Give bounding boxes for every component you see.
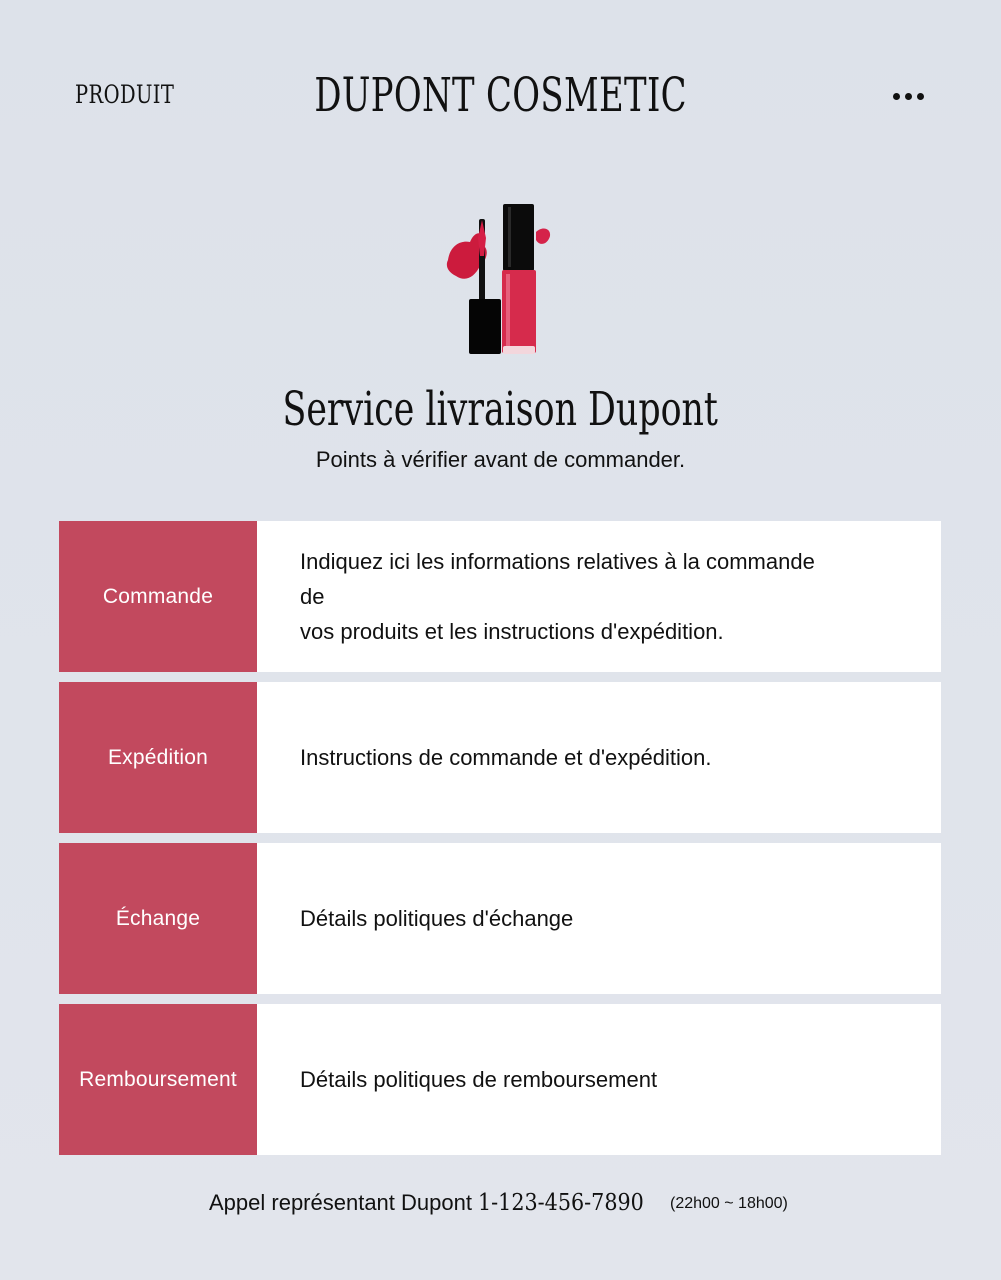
info-row-remboursement	[59, 1004, 941, 1155]
info-label-commande: Commande	[59, 521, 257, 672]
bottle-cap	[503, 204, 534, 271]
bottle-cap-highlight	[508, 207, 511, 267]
product-nav-label[interactable]: PRODUIT	[75, 80, 175, 109]
page-title	[0, 382, 1001, 437]
info-row-expedition	[59, 682, 941, 833]
menu-dot	[917, 93, 924, 100]
more-dots-icon[interactable]	[886, 84, 930, 108]
info-content-remboursement	[257, 1004, 941, 1155]
bottle-base	[503, 346, 535, 354]
menu-dot	[905, 93, 912, 100]
info-label-remboursement: Remboursement	[59, 1004, 257, 1155]
info-text-echange: Détails politiques d'échange	[300, 906, 574, 931]
info-label-echange: Échange	[59, 843, 257, 994]
info-content-echange	[257, 843, 941, 994]
info-content-commande	[257, 521, 941, 672]
lipstick-smear-right	[536, 229, 550, 244]
info-content-expedition	[257, 682, 941, 833]
bottle-highlight	[506, 274, 510, 346]
brand-title	[0, 68, 1001, 123]
footer-contact-label: Appel représentant Dupont	[209, 1190, 472, 1215]
brand-title-text: DUPONT COSMETIC	[314, 68, 687, 123]
lip-gloss-product-image	[440, 198, 562, 358]
page-subtitle: Points à vérifier avant de commander.	[315, 447, 686, 472]
footer-phone-number[interactable]: 1-123-456-7890	[478, 1190, 644, 1216]
footer-hours: (22h00 ~ 18h00)	[670, 1195, 788, 1212]
info-text-remboursement: Détails politiques de remboursement	[300, 1067, 658, 1092]
wand-cap	[469, 299, 501, 354]
info-label-expedition: Expédition	[59, 682, 257, 833]
info-row-echange	[59, 843, 941, 994]
info-row-commande	[59, 521, 941, 672]
info-text-expedition: Instructions de commande et d'expédition.	[300, 745, 712, 770]
info-text-commande: Indiquez ici les informations relatives à la commande de vos produits et les instructions d'expédition.	[300, 549, 815, 644]
page-title-text: Service livraison Dupont	[282, 382, 719, 437]
menu-dot	[893, 93, 900, 100]
